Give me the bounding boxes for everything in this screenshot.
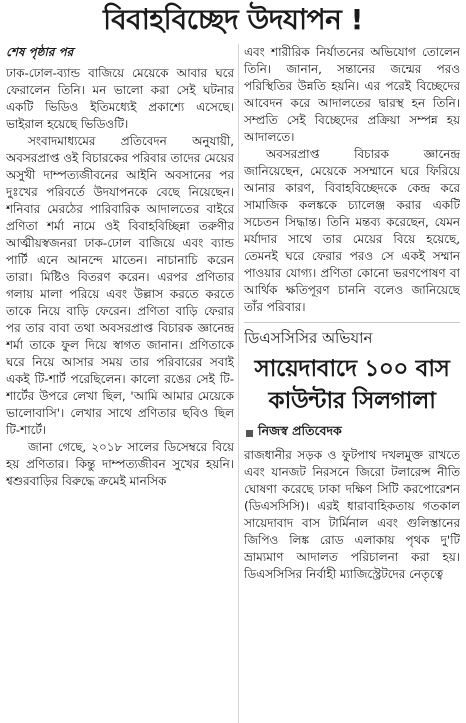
section-rule (244, 322, 460, 323)
column-divider (238, 44, 239, 723)
article-paragraph: রাজধানীর সড়ক ও ফুটপাথ দখলমুক্ত রাখতে এবং যানজট নিরসনে জিরো টলারেন্স নীতি ঘোষণা করেছে ঢাকা দক্ষিণ সিটি করপোরেশন (ডিএসসিসি)। এরই ধারাবাহিকতায় গতকাল সায়েদাবাদ বাস টার্মিনাল এবং গুলিস্তানের জিপিও লিঙ্ক রোড এলাকায় পৃথক দু'টি ভ্রাম্যমাণ আদালত পরিচালনা করা হয়। ডিএসসিসির নির্বাহী ম্যাজিস্ট্রেটদের নেতৃত্বে (244, 448, 460, 581)
article-paragraph: জানা গেছে, ২০১৮ সালের ডিসেম্বরে বিয়ে হয় প্রণিতার। কিন্তু দাম্পত্যজীবন সুখের হয়নি। শ্বশুরবাড়ির বিরুদ্ধে ক্রমেই মানসিক (6, 440, 234, 488)
bullet-square-icon (246, 430, 253, 437)
article-paragraph: সংবাদমাধ্যমের প্রতিবেদন অনুযায়ী, অবসরপ্রাপ্ত ওই বিচারকের পরিবার তাদের মেয়ের অসুখী দাম্পত্যজীবনের আইনি অবসানের পর দুঃখের পরিবর্তে উদযাপনকে বেছে নিয়েছেন। শনিবার মেরঠের পারিবারিক আদালতের বাইরে প্রণিতা শর্মা নামে ওই বিবাহবিচ্ছিন্না তরুণীর আত্মীয়স্বজনরা ঢাক-ঢোল বাজিয়ে এবং ব্যান্ড পার্টি এনে আনন্দে মাতেন। নাচানাচি করেন তারা। মিষ্টিও বিতরণ করেন। এরপর প্রণিতার গলায় মালা পরিয়ে এবং উল্লাস করতে করতে তাকে নিয়ে বাড়ি ফেরেন। প্রণিতা বাড়ি ফেরার পর তার বাবা তথা অবসরপ্রাপ্ত বিচারক জ্ঞানেন্দ্র শর্মা তাকে ফুল দিয়ে স্বাগত জানান। প্রণিতাকে ঘরে নিয়ে আসার সময় তার পরিবারের সবাই একই টি-শার্ট পরেছিলেন। কালো রঙের সেই টি-শার্টের উপরে লেখা ছিল, 'আমি আমার মেয়েকে ভালোবাসি'। লেখার সাথে প্রণিতার ছবিও ছিল টি-শার্টে। (6, 134, 234, 437)
story-kicker: ডিএসসিসির অভিযান (244, 329, 373, 347)
story-headline: সায়েদাবাদে ১০০ বাস কাউন্টার সিলগালা (254, 356, 450, 414)
byline (246, 423, 460, 443)
continued-from-label: শেষ পৃষ্ঠার পর (6, 45, 74, 59)
article-paragraph: অবসরপ্রাপ্ত বিচারক জ্ঞানেন্দ্র জানিয়েছেন, মেয়েকে সসম্মানে ঘরে ফিরিয়ে আনার কারণ, বিবাহবিচ্ছেদকে কেন্দ্র করে সামাজিক কলঙ্ককে চ্যালেঞ্জ করার একটি সচেতন সিদ্ধান্ত। তিনি মন্তব্য করেছেন, যেমন মর্যাদার সাথে তার মেয়ের বিয়ে হয়েছে, তেমনই ঘরে ফেরার পরও সে একই সম্মান পাওয়ার যোগ্য। প্রণিতা কোনো ভরণপোষণ বা আর্থিক ক্ষতিপূরণ চাননি বলেও জানিয়েছে তাঁর পরিবার। (244, 147, 460, 314)
left-column (6, 44, 234, 723)
headline: বিবাহবিচ্ছেদ উদযাপন ! (103, 3, 363, 36)
article-paragraph: এবং শারীরিক নির্যাতনের অভিযোগ তোলেন তিনি। জানান, সন্তানের জন্মের পরও পরিস্থিতির উন্নতি হয়নি। এর পরেই বিচ্ছেদের আবেদন করে আদালতের দ্বারস্থ হন তিনি। সম্প্রতি সেই বিচ্ছেদের প্রক্রিয়া সম্পন্ন হয় আদালতে। (244, 45, 460, 144)
right-column (244, 44, 460, 723)
article-paragraph: ঢাক-ঢোল-ব্যান্ড বাজিয়ে মেয়েকে আবার ঘরে ফেরালেন তিনি। মন ভালো করা সেই ঘটনার একটি ভিডিও ইতিমধ্যেই প্রকাশ্যে এসেছে। ভাইরাল হয়েছে ভিডিওটি। (6, 66, 234, 131)
byline-text: নিজস্ব প্রতিবেদক (258, 423, 342, 438)
